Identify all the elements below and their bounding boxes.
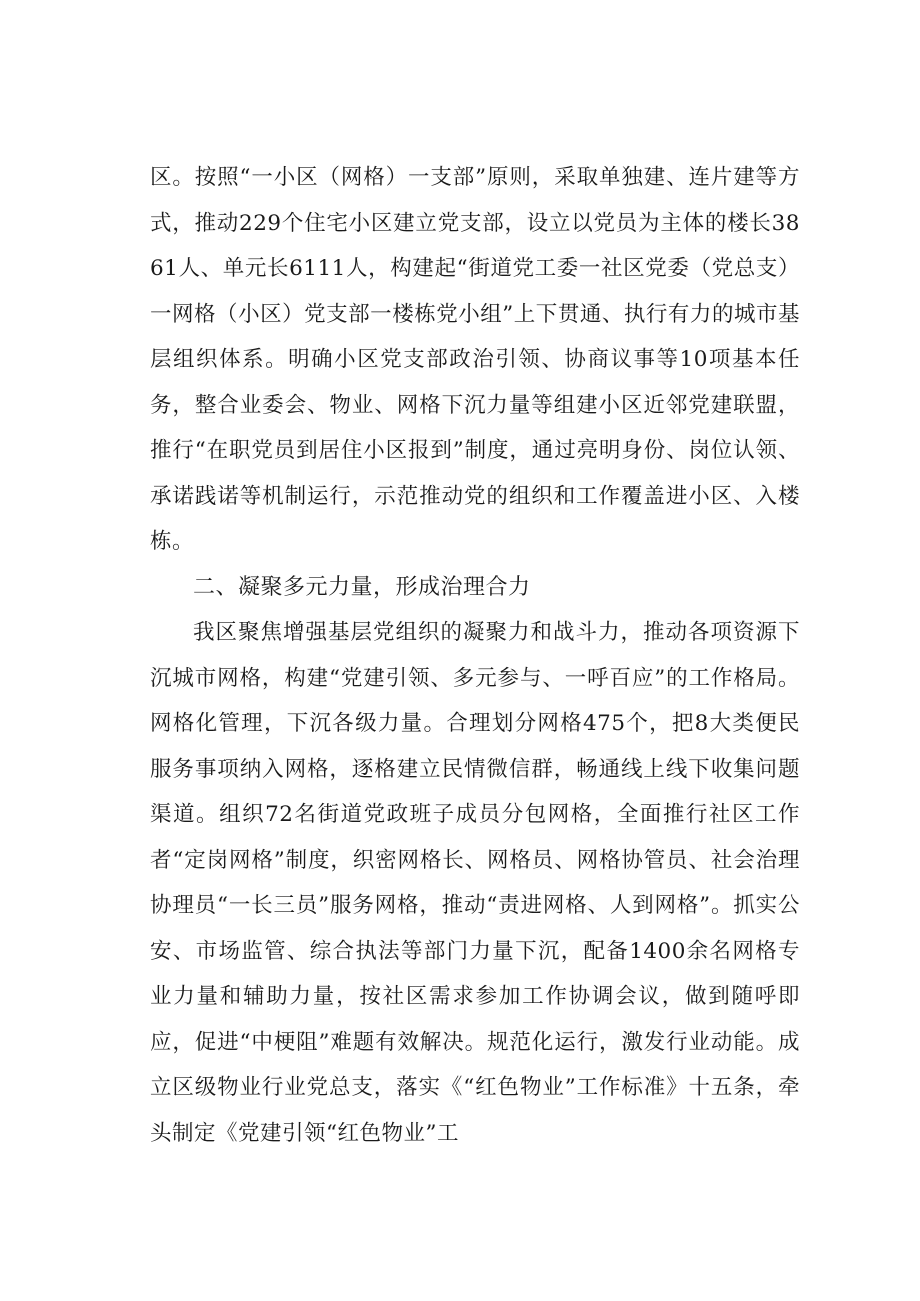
document-body <box>150 155 800 1156</box>
section-heading: 二、凝聚多元力量，形成治理合力 <box>193 574 531 600</box>
body-paragraph-continued: 区。按照“一小区（网格）一支部”原则，采取单独建、连片建等方式，推动229个住宅小区建立党支部，设立以党员为主体的楼长3861人、单元长6111人，构建起“街道党工委一社区党委（党总支）一网格（小区）党支部一楼栋党小组”上下贯通、执行有力的城市基层组织体系。明确小区党支部政治引领、协商议事等10项基本任务，整合业委会、物业、网格下沉力量等组建小区近邻党建联盟，推行“在职党员到居住小区报到”制度，通过亮明身份、岗位认领、承诺践诺等机制运行，示范推动党的组织和工作覆盖进小区、入楼栋。 <box>150 165 800 554</box>
body-paragraph: 我区聚焦增强基层党组织的凝聚力和战斗力，推动各项资源下沉城市网格，构建“党建引领、多元参与、一呼百应”的工作格局。网格化管理，下沉各级力量。合理划分网格475个，把8大类便民服务事项纳入网格，逐格建立民情微信群，畅通线上线下收集问题渠道。组织72名街道党政班子成员分包网格，全面推行社区工作者“定岗网格”制度，织密网格长、网格员、网格协管员、社会治理协理员“一长三员”服务网格，推动“责进网格、人到网格”。抓实公安、市场监管、综合执法等部门力量下沉，配备1400余名网格专业力量和辅助力量，按社区需求参加工作协调会议，做到随呼即应，促进“中梗阻”难题有效解决。规范化运行，激发行业动能。成立区级物业行业党总支，落实《“红色物业”工作标准》十五条，牵头制定《党建引领“红色物业”工 <box>150 620 800 1146</box>
